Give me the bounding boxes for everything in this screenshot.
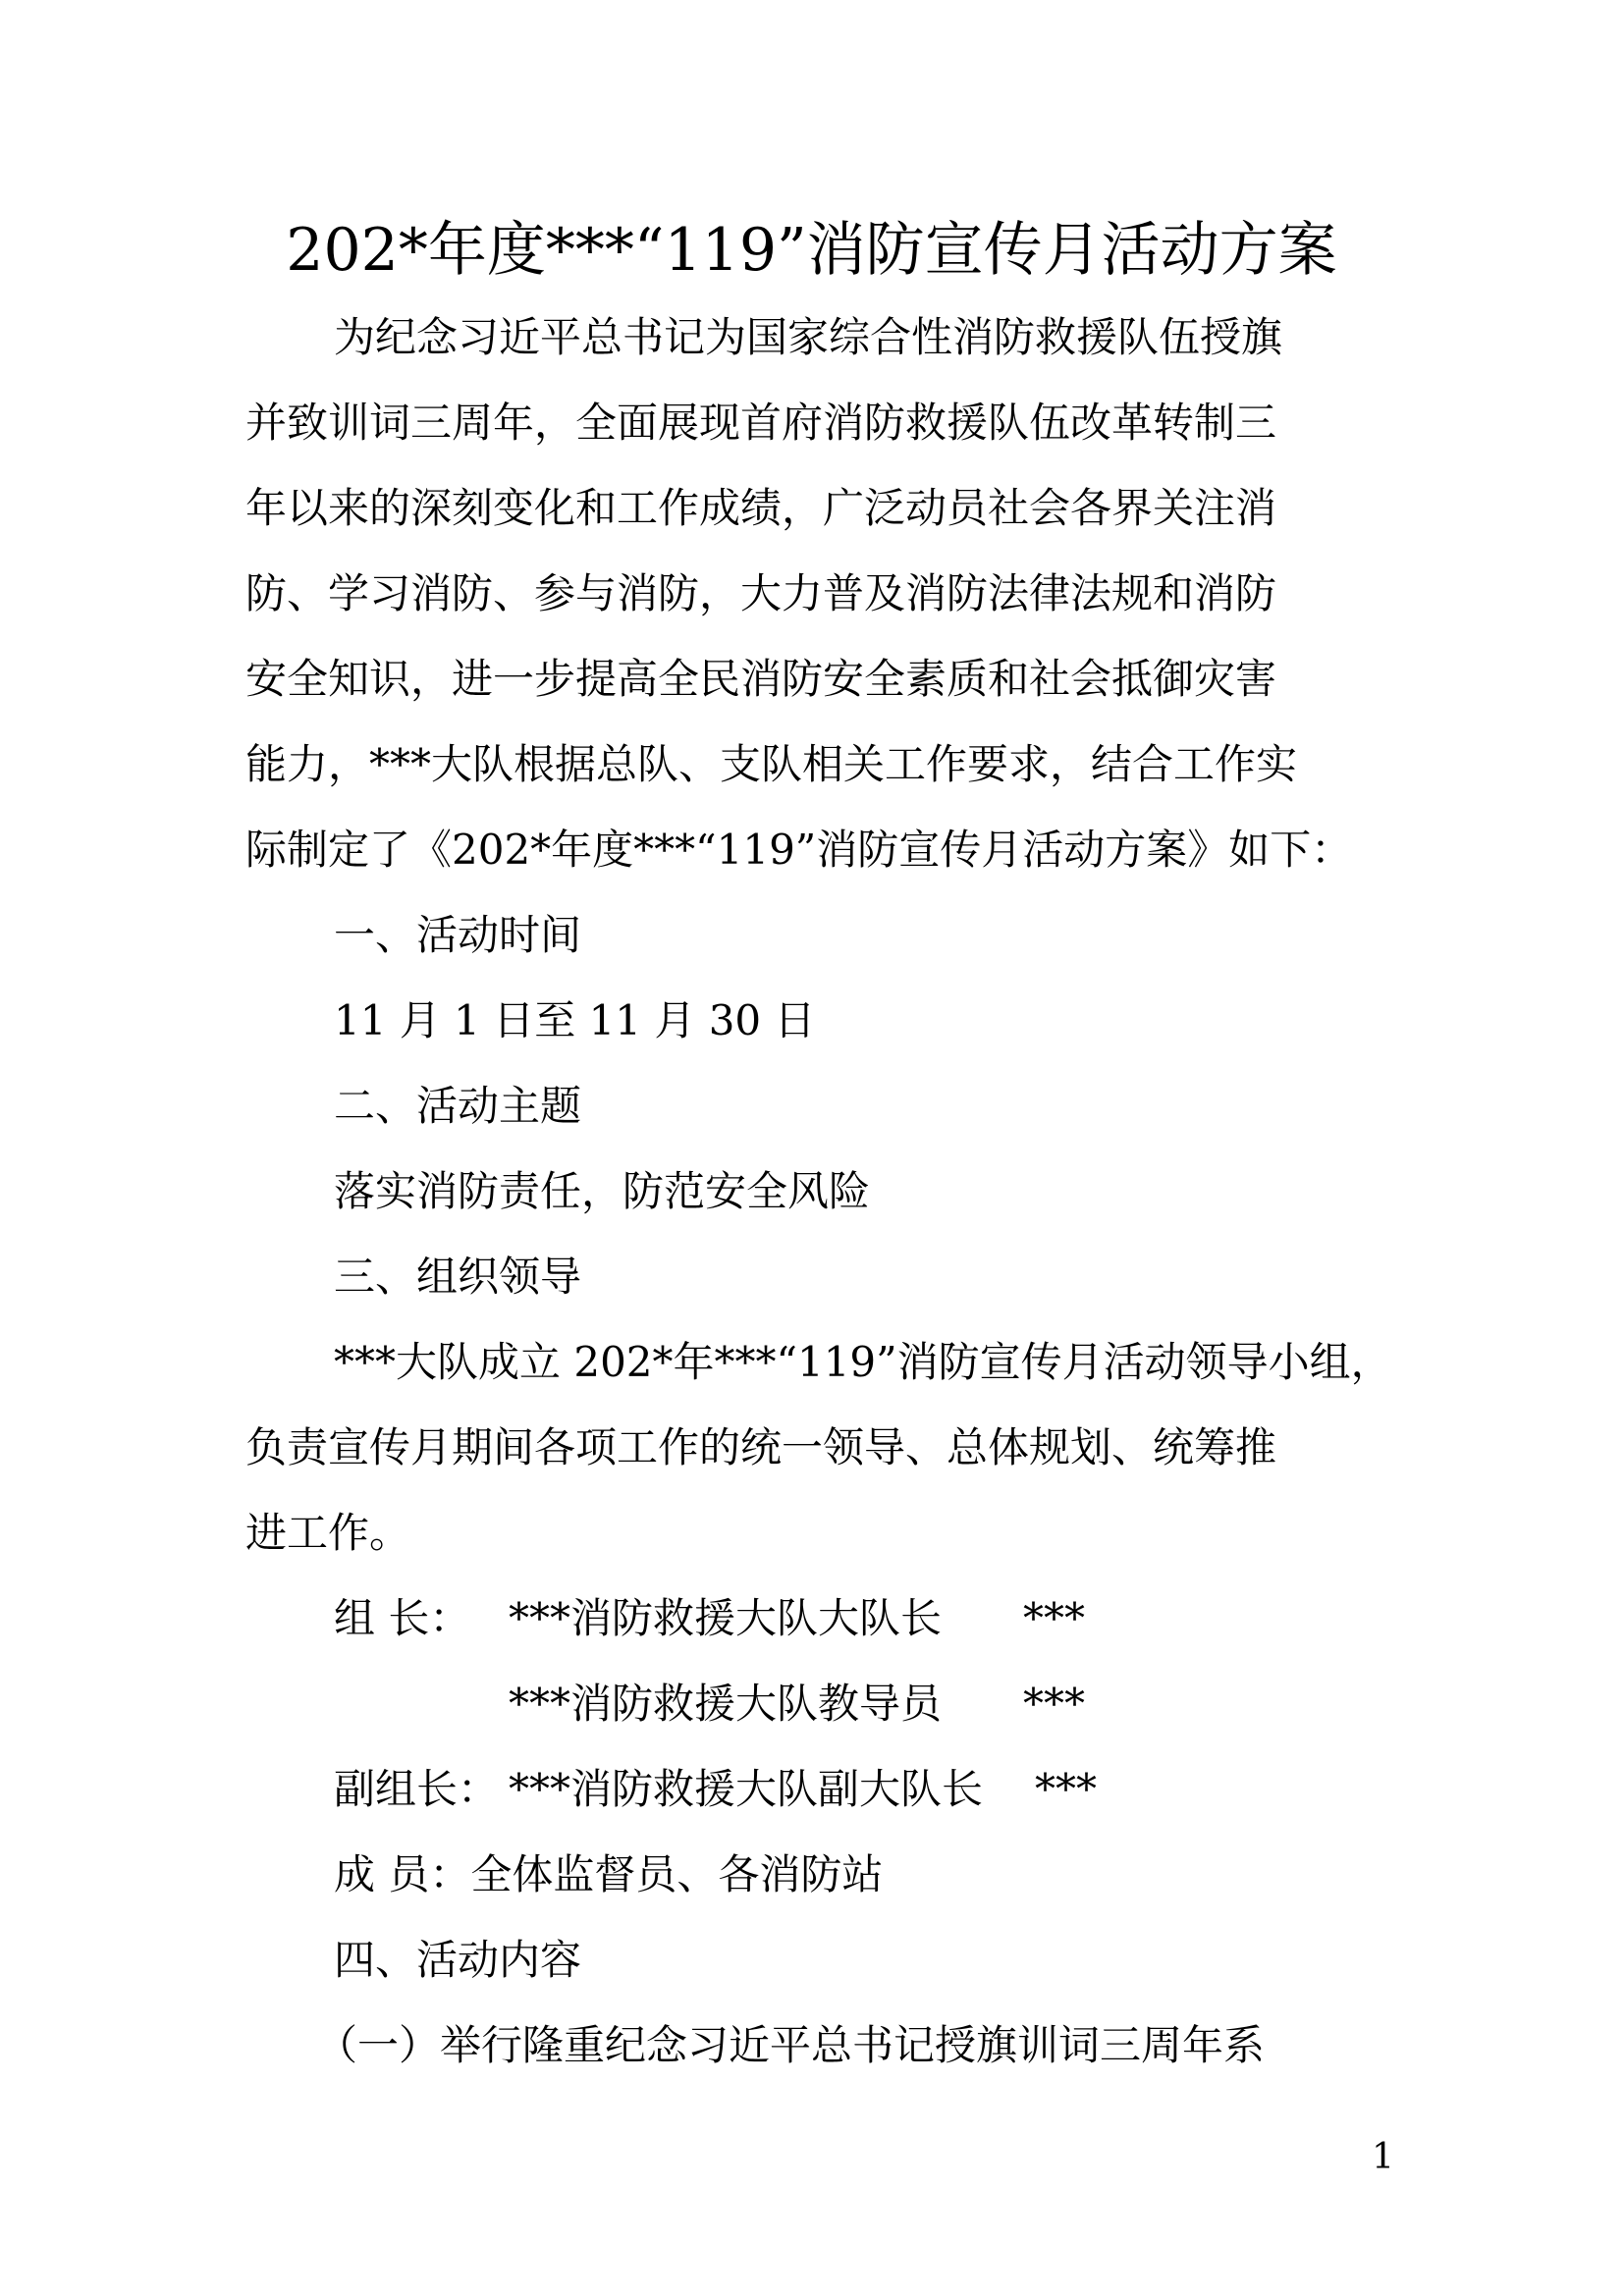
group-leader-unit: ***消防救援大队大队长	[509, 1594, 943, 1642]
organization-line: 进工作。	[245, 1509, 411, 1557]
members-line: 成 员：全体监督员、各消防站	[334, 1850, 884, 1898]
group-leader-label: 组 长：	[334, 1594, 471, 1642]
intro-line: 并致训词三周年，全面展现首府消防救援队伍改革转制三	[245, 399, 1277, 447]
activity-time-value: 11 月 1 日至 11 月 30 日	[334, 996, 816, 1044]
group-leader-name-2: ***	[1023, 1680, 1085, 1728]
intro-line: 年以来的深刻变化和工作成绩，广泛动员社会各界关注消	[245, 484, 1277, 532]
group-leader-unit-2: ***消防救援大队教导员	[509, 1680, 943, 1728]
intro-line: 安全知识，进一步提高全民消防安全素质和社会抵御灾害	[245, 655, 1277, 703]
document-title: 202*年度***“119”消防宣传月活动方案	[286, 216, 1337, 285]
intro-line: 能力，***大队根据总队、支队相关工作要求，结合工作实	[245, 740, 1298, 788]
deputy-leader-row	[245, 1746, 1384, 1832]
content-subheading: （一）举行隆重纪念习近平总书记授旗训词三周年系	[316, 2021, 1266, 2069]
document-body	[245, 294, 1392, 2088]
section-heading-content: 四、活动内容	[334, 1936, 582, 1984]
intro-line: 际制定了《202*年度***“119”消防宣传月活动方案》如下：	[245, 826, 1353, 874]
section-heading-time: 一、活动时间	[334, 911, 582, 959]
group-leader-name: ***	[1023, 1594, 1085, 1642]
page-number: 1	[1372, 2137, 1394, 2177]
section-heading-organization: 三、组织领导	[334, 1253, 582, 1301]
section-heading-theme: 二、活动主题	[334, 1082, 582, 1130]
intro-line: 防、学习消防、参与消防，大力普及消防法律法规和消防	[245, 569, 1277, 617]
organization-line: 负责宣传月期间各项工作的统一领导、总体规划、统筹推	[245, 1423, 1277, 1471]
organization-line: ***大队成立 202*年***“119”消防宣传月活动领导小组，	[334, 1338, 1392, 1386]
activity-theme-value: 落实消防责任，防范安全风险	[334, 1167, 871, 1215]
deputy-leader-label: 副组长：	[334, 1765, 500, 1813]
group-leader-row	[245, 1575, 1384, 1661]
deputy-leader-name: ***	[1035, 1765, 1097, 1813]
intro-line: 为纪念习近平总书记为国家综合性消防救援队伍授旗	[334, 313, 1283, 361]
group-leader-row-2	[245, 1661, 1384, 1746]
deputy-leader-unit: ***消防救援大队副大队长	[509, 1765, 984, 1813]
